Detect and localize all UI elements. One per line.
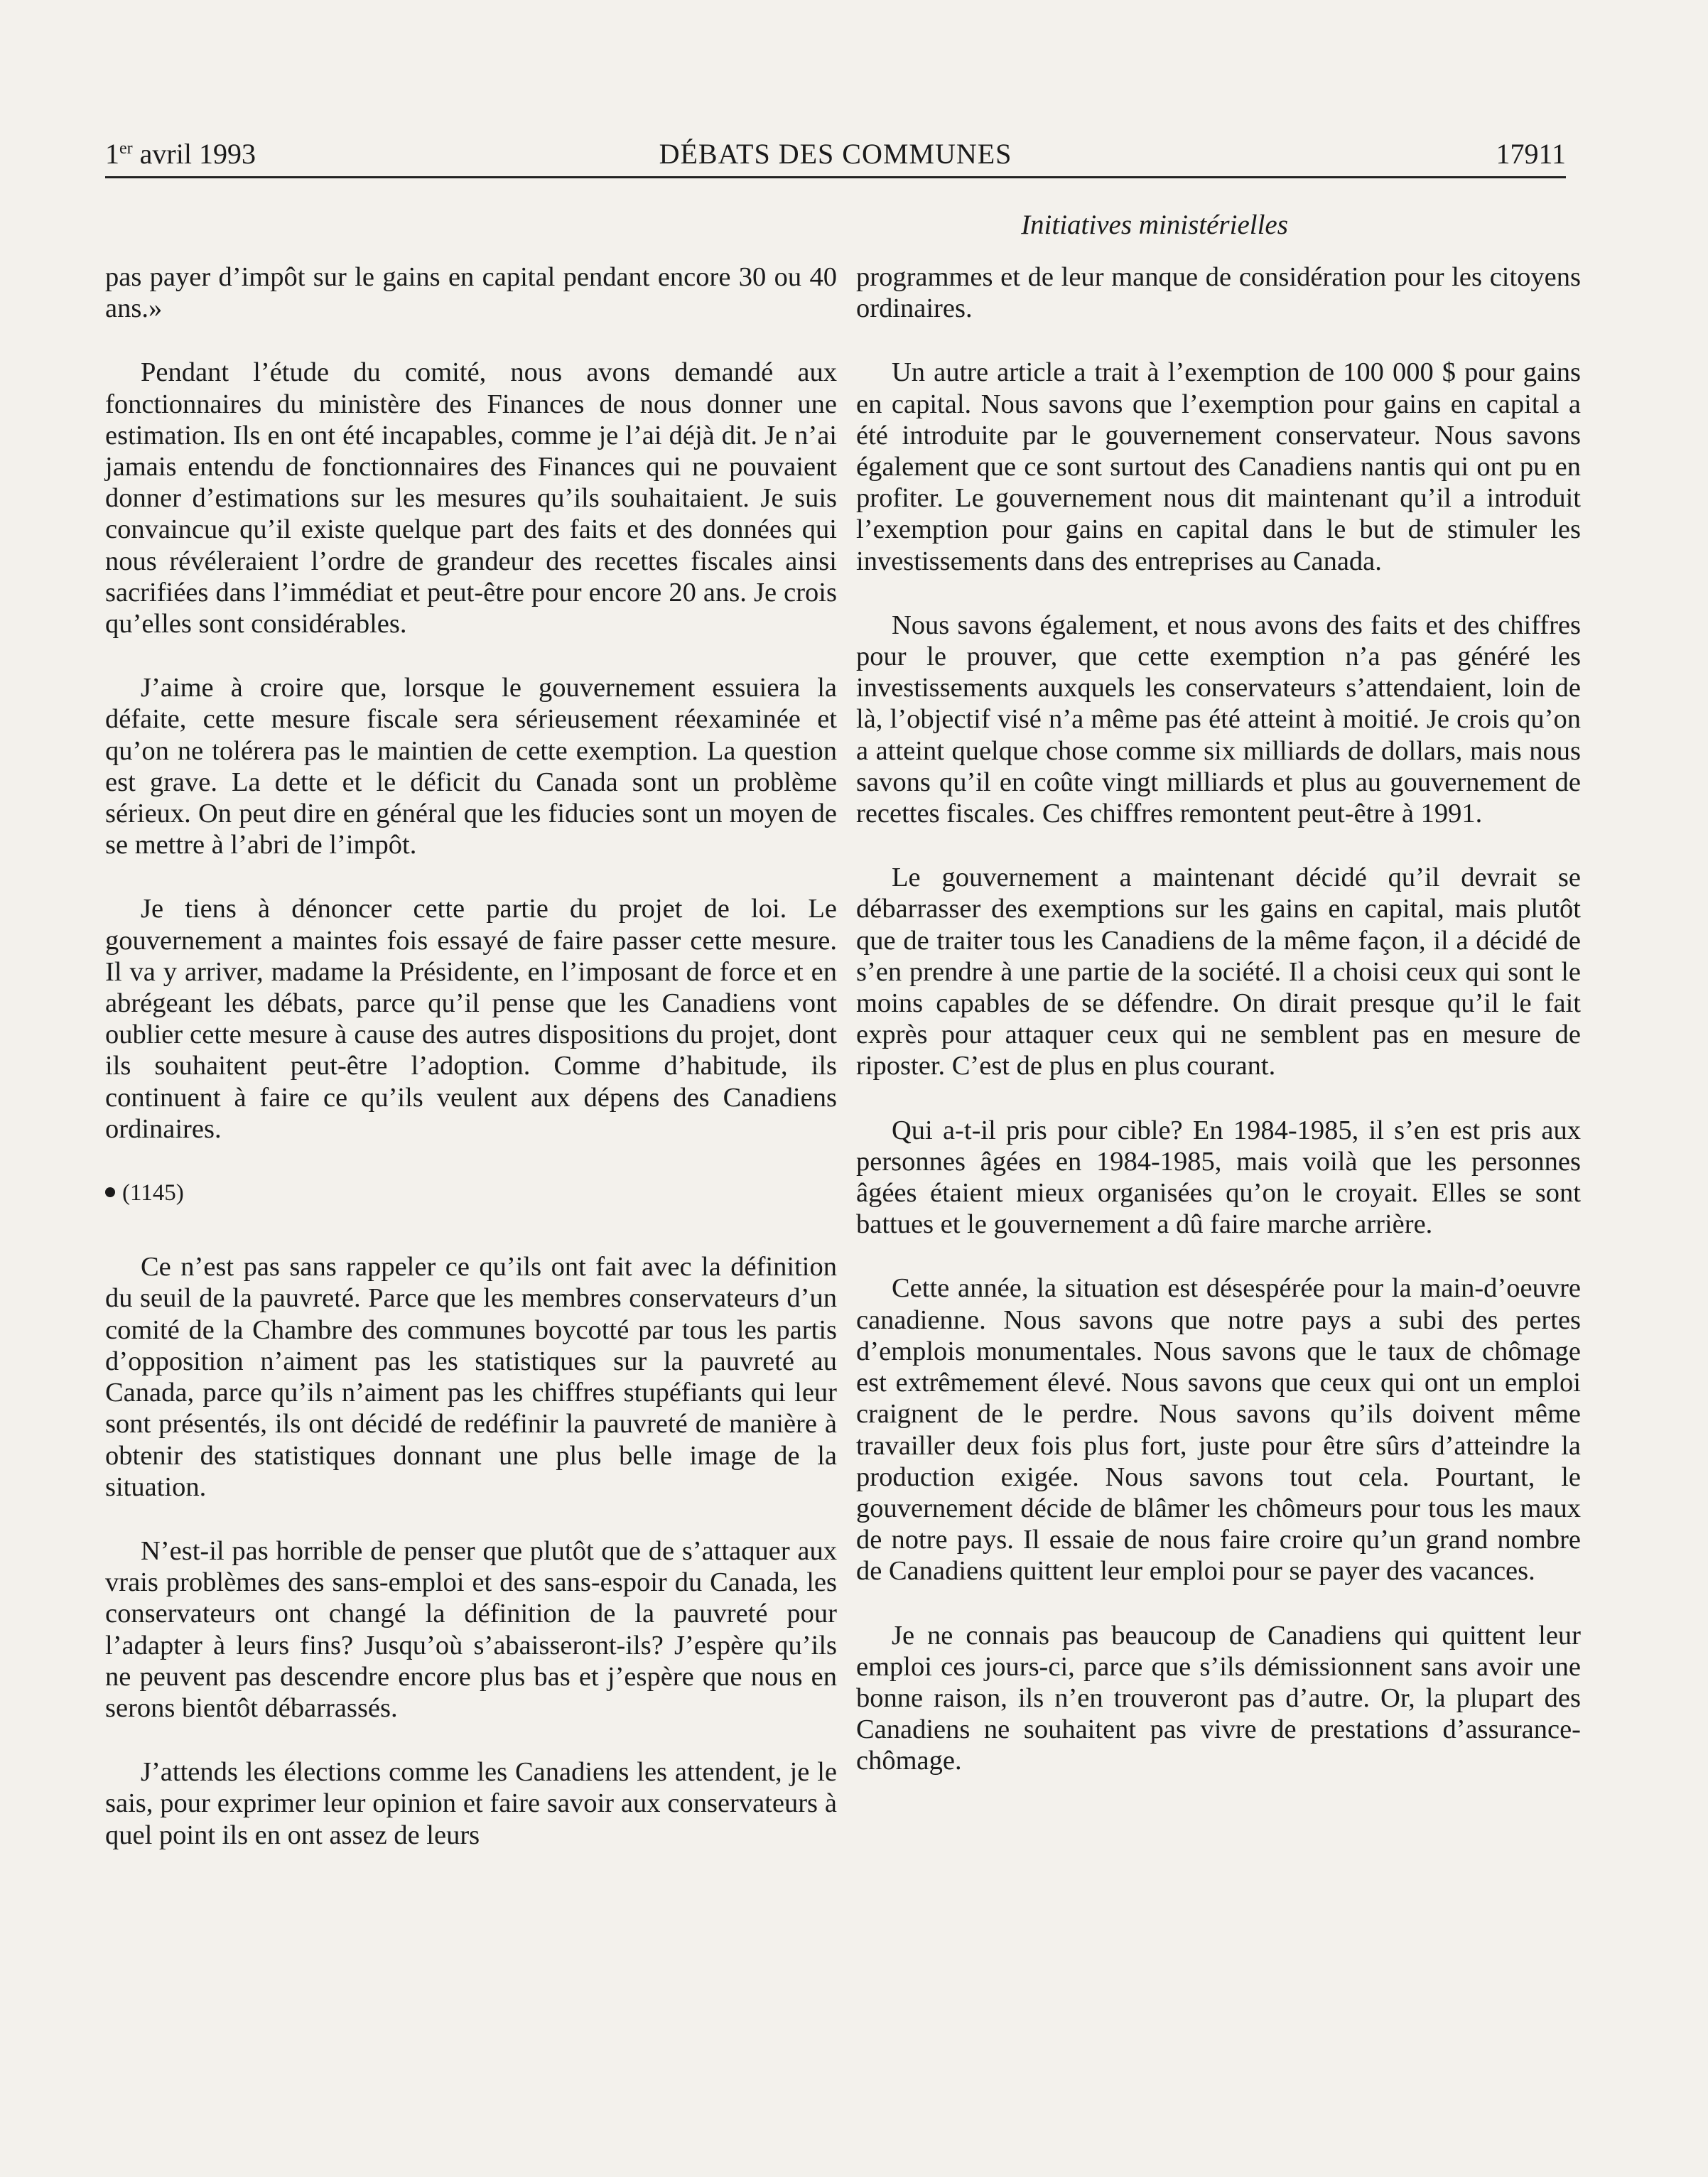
section-label: Initiatives ministérielles <box>1021 210 1288 240</box>
header-date-day: 1 <box>105 138 119 170</box>
running-head <box>105 134 1566 178</box>
paragraph: Pendant l’étude du comité, nous avons demandé aux fonctionnaires du ministère des Finances de nous donner une estimation. Ils en ont été incapables, comme je l’ai déjà dit. Je n’ai jamais entendu de fonctionnaires des Finances qui ne pouvaient donner d’estimations sur les mesures qu’ils souhaitaient. Je suis convaincue qu’il existe quelque part des faits et des données qui nous révéleraient l’ordre de grandeur des recettes fiscales ainsi sacrifiées dans l’immédiat et peut-être pour encore 20 ans. Je crois qu’elles sont considérables. <box>105 357 837 639</box>
header-date-rest: avril 1993 <box>132 138 256 170</box>
paragraph: N’est-il pas horrible de penser que plutôt que de s’attaquer aux vrais problèmes des sans-emploi et des sans-espoir du Canada, les conservateurs ont changé la définition de la pauvreté pour l’adapter à leurs fins? Jusqu’où s’abaisseront-ils? J’espère qu’ils ne peuvent pas descendre encore plus bas et j’espère que nous en serons bientôt débarrassés. <box>105 1535 837 1723</box>
left-column <box>105 261 837 1884</box>
paragraph: Je tiens à dénoncer cette partie du projet de loi. Le gouvernement a maintes fois essayé de faire passer cette mesure. Il va y arriver, madame la Présidente, en l’imposant de force et en abrégeant les débats, parce qu’il pense que les Canadiens vont oublier cette mesure à cause des autres dispositions du projet, dont ils souhaitent peut-être l’adoption. Comme d’habitude, ils continuent à faire ce qu’ils veulent aux dépens des Canadiens ordinaires. <box>105 894 837 1144</box>
paragraph: Nous savons également, et nous avons des faits et des chiffres pour le prouver, que cette exemption n’a pas généré les investissements auxquels les conservateurs s’attendaient, loin de là, l’objectif visé n’a même pas été atteint à moitié. Je crois qu’on a atteint quelque chose comme six milliards de dollars, mais nous savons qu’il en coûte vingt milliards et plus au gouvernement de recettes fiscales. Ces chiffres remontent peut-être à 1991. <box>856 610 1581 829</box>
paragraph: programmes et de leur manque de considération pour les citoyens ordinaires. <box>856 262 1581 324</box>
right-column <box>856 261 1581 1810</box>
paragraph: J’aime à croire que, lorsque le gouvernement essuiera la défaite, cette mesure fiscale sera sérieusement réexaminée et qu’on ne tolérera pas le maintien de cette exemption. La question est grave. La dette et le déficit du Canada sont un problème sérieux. On peut dire en général que les fiducies sont un moyen de se mettre à l’abri de l’impôt. <box>105 673 837 860</box>
paragraph: Je ne connais pas beaucoup de Canadiens qui quittent leur emploi ces jours-ci, parce que s’ils démissionnent sans avoir une bonne raison, ils n’en trouveront pas d’autre. Or, la plupart des Canadiens ne souhaitent pas vivre de prestations d’assurance-chômage. <box>856 1620 1581 1776</box>
header-date-superscript: er <box>119 139 133 158</box>
paragraph: Un autre article a trait à l’exemption de 100 000 $ pour gains en capital. Nous savons que l’exemption pour gains en capital a été introduite par le gouvernement conservateur. Nous savons également que ce sont surtout des Canadiens nantis qui ont pu en profiter. Le gouvernement nous dit maintenant qu’il a introduit l’exemption pour gains en capital dans le but de stimuler les investissements dans des entreprises au Canada. <box>856 357 1581 576</box>
paragraph: pas payer d’impôt sur le gains en capital pendant encore 30 ou 40 ans.» <box>105 262 837 324</box>
bullet-icon <box>105 1187 115 1197</box>
paragraph: Cette année, la situation est désespérée pour la main-d’oeuvre canadienne. Nous savons que notre pays a subi des pertes d’emplois monumentales. Nous savons que le taux de chômage est extrêmement élevé. Nous savons que ceux qui ont un emploi craignent de le perdre. Nous savons qu’ils doivent même travailler deux fois plus fort, juste pour être sûrs d’atteindre la production exigée. Nous savons tout cela. Pourtant, le gouvernement décide de blâmer les chômeurs pour tous les maux de notre pays. Il essaie de nous faire croire qu’un grand nombre de Canadiens quittent leur emploi pour se payer des vacances. <box>856 1273 1581 1587</box>
paragraph: Qui a-t-il pris pour cible? En 1984-1985, il s’en est pris aux personnes âgées en 1984-1985, mais voilà que les personnes âgées étaient mieux organisées qu’on le croyait. Elles se sont battues et le gouvernement a dû faire marche arrière. <box>856 1115 1581 1240</box>
publication-title: DÉBATS DES COMMUNES <box>659 138 1012 170</box>
time-marker-text: (1145) <box>122 1180 184 1206</box>
paragraph: Ce n’est pas sans rappeler ce qu’ils ont fait avec la définition du seuil de la pauvreté. Parce que les membres conservateurs d’un comité de la Chambre des communes boycotté par tous les partis d’opposition n’aiment pas les statistiques sur la pauvreté au Canada, parce qu’ils n’aiment pas les chiffres stupéfiants qui leur sont présentés, ils ont décidé de redéfinir la pauvreté de manière à obtenir des statistiques donnant une plus belle image de la situation. <box>105 1252 837 1502</box>
page-number: 17911 <box>1496 138 1566 170</box>
paragraph: J’attends les élections comme les Canadiens les attendent, je le sais, pour exprimer leur opinion et faire savoir aux conservateurs à quel point ils en ont assez de leurs <box>105 1757 837 1850</box>
paragraph: Le gouvernement a maintenant décidé qu’il devrait se débarrasser des exemptions sur les gains en capital, mais plutôt que de traiter tous les Canadiens de la même façon, il a décidé de s’en prendre à une partie de la société. Il a choisi ceux qui sont le moins capables de se défendre. On dirait presque qu’il le fait exprès pour attaquer ceux qui ne semblent pas en mesure de riposter. C’est de plus en plus courant. <box>856 863 1581 1081</box>
time-marker <box>105 1177 837 1209</box>
